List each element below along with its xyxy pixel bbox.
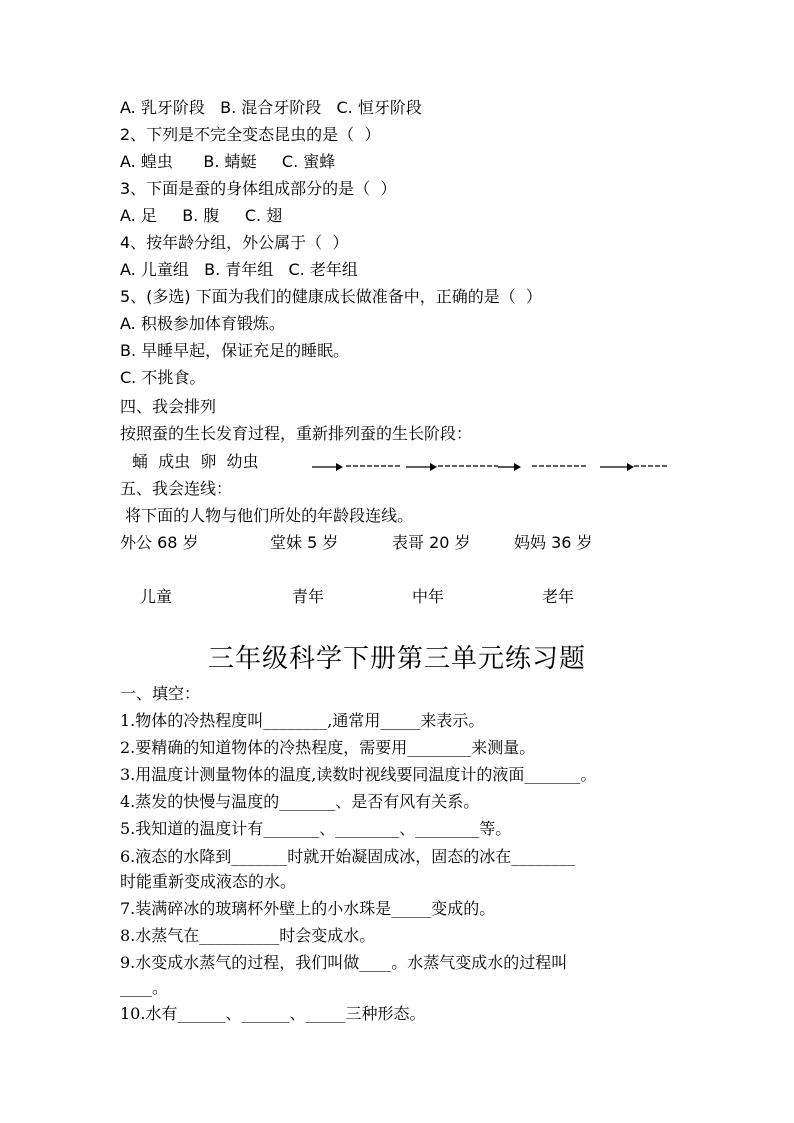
fill-question-2: 2.要精确的知道物体的冷热程度，需要用________来测量。 <box>120 738 536 757</box>
q5-option-b: B. 早睡早起，保证充足的睡眠。 <box>120 341 350 360</box>
section-5-heading: 五、我会连线： <box>120 479 233 498</box>
q5-option-a: A. 积极参加体育锻炼。 <box>120 314 285 333</box>
arrowhead-1 <box>336 463 343 471</box>
q2-options: A. 蝗虫 B. 蜻蜓 C. 蜜蜂 <box>120 152 336 171</box>
fill-question-8: 8.水蒸气在__________时会变成水。 <box>120 926 376 945</box>
fill-question-4: 4.蒸发的快慢与温度的_______、是否有风有关系。 <box>120 792 480 811</box>
fill-question-5: 5.我知道的温度计有_______、________、________等。 <box>120 819 512 838</box>
group-middle-age: 中年 <box>412 587 445 606</box>
q1-options: A. 乳牙阶段 B. 混合牙阶段 C. 恒牙阶段 <box>120 98 422 117</box>
arrowhead-2 <box>430 463 437 471</box>
person-cousin-brother: 表哥 20 岁 <box>392 533 471 552</box>
page-title: 三年级科学下册第三单元练习题 <box>207 644 586 674</box>
fill-question-3: 3.用温度计测量物体的温度,读数时视线要同温度计的液面_______。 <box>120 765 597 784</box>
fill-question-9-line-1: 9.水变成水蒸气的过程，我们叫做____。水蒸气变成水的过程叫 <box>120 953 568 972</box>
q5-option-c: C. 不挑食。 <box>120 368 206 387</box>
arrowhead-3 <box>514 463 521 471</box>
ordering-stages: 蛹 成虫 卵 幼虫 <box>132 452 259 471</box>
person-cousin-sister: 堂妹 5 岁 <box>270 533 339 552</box>
fill-question-1: 1.物体的冷热程度叫________,通常用_____来表示。 <box>120 711 485 730</box>
ordering-arrows <box>132 452 692 474</box>
question-3: 3、下面是蚕的身体组成部分的是（ ） <box>120 179 397 198</box>
q4-options: A. 儿童组 B. 青年组 C. 老年组 <box>120 260 358 279</box>
question-4: 4、按年龄分组，外公属于（ ） <box>120 233 349 252</box>
section-4-heading: 四、我会排列 <box>120 397 217 416</box>
fill-question-7: 7.装满碎冰的玻璃杯外壁上的小水珠是_____变成的。 <box>120 899 496 918</box>
fill-question-9-line-2: ____。 <box>120 978 169 997</box>
question-2: 2、下列是不完全变态昆虫的是（ ） <box>120 125 381 144</box>
ordering-instruction: 按照蚕的生长发育过程，重新排列蚕的生长阶段： <box>120 424 473 443</box>
q3-options: A. 足 B. 腹 C. 翅 <box>120 206 283 225</box>
fill-question-10: 10.水有______、______、_____三种形态。 <box>120 1004 426 1023</box>
person-mother: 妈妈 36 岁 <box>514 533 593 552</box>
ordering-row <box>132 452 692 474</box>
fill-question-6-line-2: 时能重新变成液态的水。 <box>120 872 297 891</box>
fill-heading: 一、填空： <box>120 684 201 703</box>
arrowhead-4 <box>627 463 634 471</box>
group-elderly: 老年 <box>542 587 575 606</box>
group-child: 儿童 <box>140 587 173 606</box>
matching-instruction: 将下面的人物与他们所处的年龄段连线。 <box>120 506 414 525</box>
person-grandpa: 外公 68 岁 <box>120 533 199 552</box>
fill-question-6-line-1: 6.液态的水降到_______时就开始凝固成冰，固态的冰在________ <box>120 847 576 866</box>
group-youth: 青年 <box>292 587 325 606</box>
question-5: 5、(多选) 下面为我们的健康成长做准备中，正确的是（ ） <box>120 287 542 306</box>
